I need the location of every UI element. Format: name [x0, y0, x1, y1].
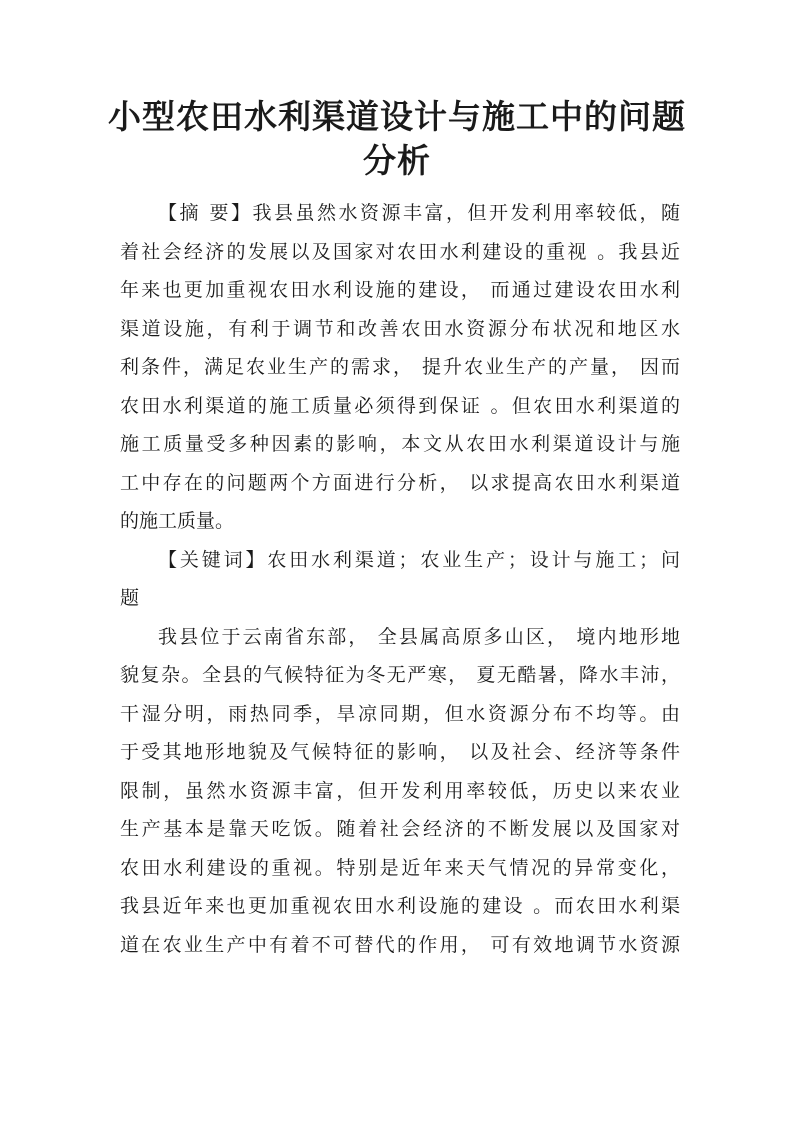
abstract-line: 利条件，满足农业生产的需求， 提升农业生产的产量， 因而: [120, 356, 680, 378]
abstract-line: 施工质量受多种因素的影响，本文从农田水利渠道设计与施: [120, 433, 680, 455]
keywords-line: 【关键词】农田水利渠道；农业生产；设计与施工；问: [158, 548, 680, 571]
intro-line: 貌复杂。全县的气候特征为冬无严寒， 夏无酷暑，降水丰沛，: [120, 664, 680, 686]
intro-line: 于受其地形地貌及气候特征的影响， 以及社会、经济等条件: [120, 741, 680, 763]
document-title: [100, 95, 694, 183]
keywords-line: 题: [120, 587, 140, 609]
abstract-line: 着社会经济的发展以及国家对农田水利建设的重视 。我县近: [120, 240, 680, 263]
abstract-line: 工中存在的问题两个方面进行分析， 以求提高农田水利渠道: [120, 471, 680, 494]
document-body: [120, 194, 680, 964]
title-line-2: 分析: [363, 141, 431, 180]
intro-line: 道在农业生产中有着不可替代的作用， 可有效地调节水资源: [120, 933, 680, 956]
intro-line: 生产基本是靠天吃饭。随着社会经济的不断发展以及国家对: [120, 818, 680, 840]
abstract-paragraph: [120, 194, 680, 541]
title-line-1: 小型农田水利渠道设计与施工中的问题: [108, 97, 686, 136]
abstract-line: 农田水利渠道的施工质量必须得到保证 。但农田水利渠道的: [120, 394, 680, 417]
intro-line: 我县位于云南省东部， 全县属高原多山区， 境内地形地: [158, 625, 680, 648]
intro-line: 农田水利建设的重视。特别是近年来天气情况的异常变化，: [120, 856, 680, 879]
keywords-paragraph: [120, 541, 680, 618]
abstract-line: 【摘 要】我县虽然水资源丰富，但开发利用率较低，随: [158, 202, 680, 224]
intro-line: 限制，虽然水资源丰富，但开发利用率较低，历史以来农业: [120, 779, 680, 802]
abstract-line: 渠道设施，有利于调节和改善农田水资源分布状况和地区水: [120, 317, 680, 340]
abstract-line: 的施工质量。: [120, 510, 235, 532]
intro-line: 我县近年来也更加重视农田水利设施的建设 。而农田水利渠: [120, 895, 680, 917]
intro-paragraph: [120, 618, 680, 965]
intro-line: 干湿分明，雨热同季，旱凉同期，但水资源分布不均等。由: [120, 702, 680, 725]
abstract-line: 年来也更加重视农田水利设施的建设， 而通过建设农田水利: [120, 279, 680, 301]
